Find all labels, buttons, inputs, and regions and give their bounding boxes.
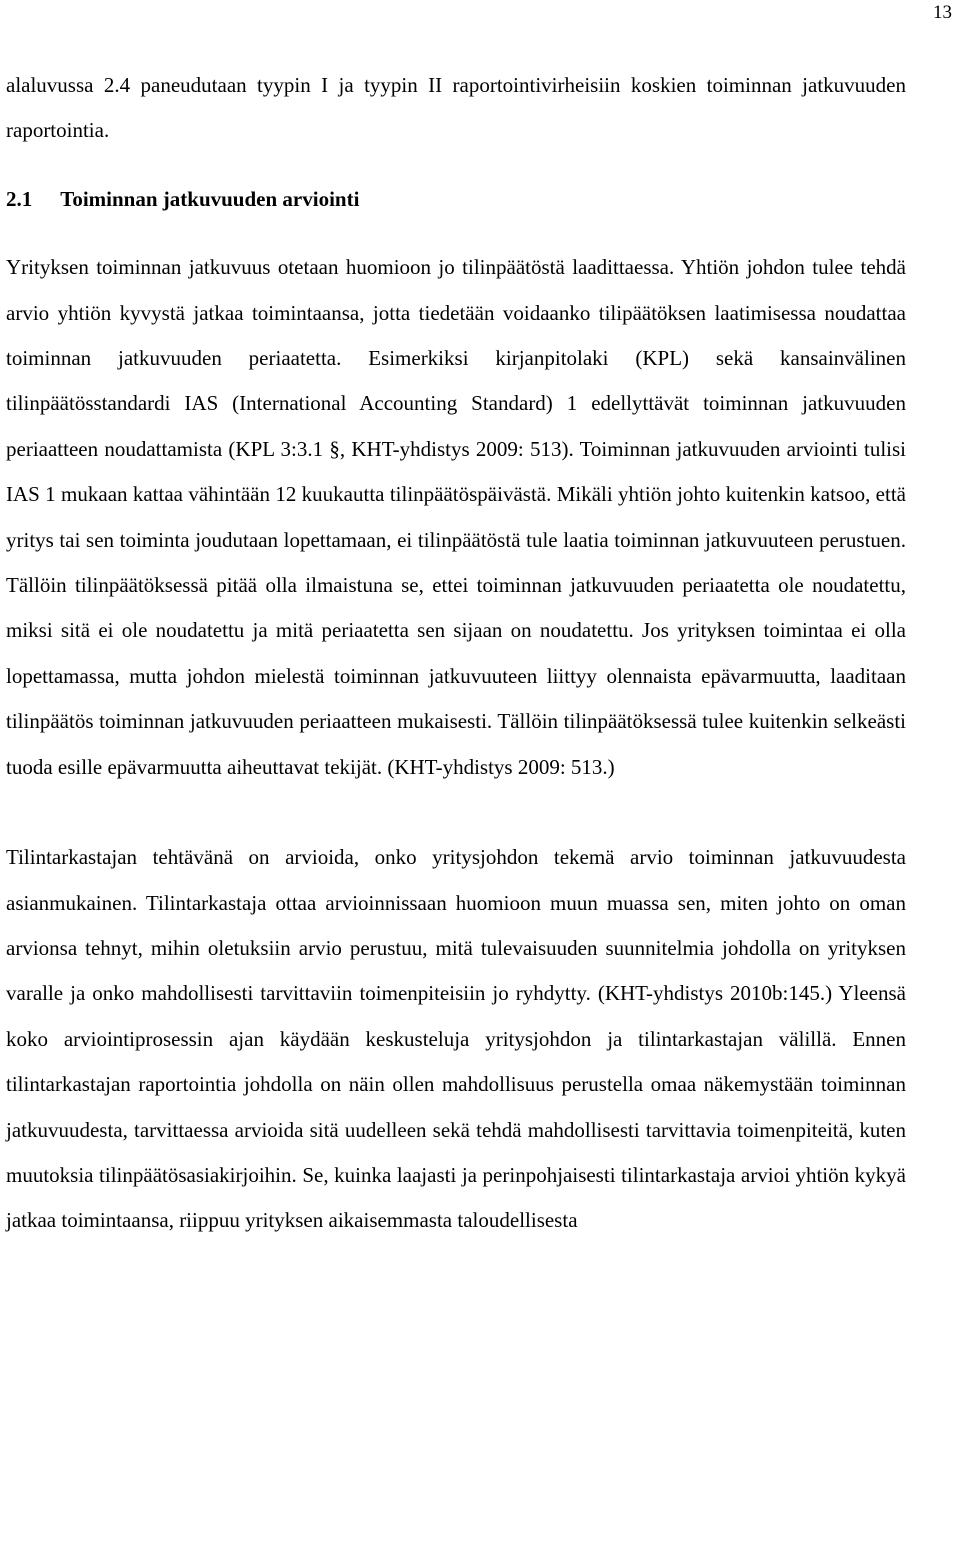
section-heading xyxy=(6,177,906,222)
section-title: Toiminnan jatkuvuuden arviointi xyxy=(60,186,360,211)
body-paragraph-1: Yrityksen toiminnan jatkuvuus otetaan huomioon jo tilinpäätöstä laadittaessa. Yhtiön johdon tulee tehdä arvio yhtiön kyvystä jatkaa toimintaansa, jotta tiedetään voidaanko tilipäätöksen laatimisessa noudattaa toiminnan jatkuvuuden periaatetta. Esimerkiksi kirjanpitolaki (KPL) sekä kansainvälinen tilinpäätösstandardi IAS (International Accounting Standard) 1 edellyttävät toiminnan jatkuvuuden periaatteen noudattamista (KPL 3:3.1 §, KHT-yhdistys 2009: 513). Toiminnan jatkuvuuden arviointi tulisi IAS 1 mukaan kattaa vähintään 12 kuukautta tilinpäätöspäivästä. Mikäli yhtiön johto kuitenkin katsoo, että yritys tai sen toiminta joudutaan lopettamaan, ei tilinpäätöstä tule laatia toiminnan jatkuvuuteen perustuen. Tällöin tilinpäätöksessä pitää olla ilmaistuna se, ettei toiminnan jatkuvuuden periaatetta ole noudatettu, miksi sitä ei ole noudatettu ja mitä periaatetta sen sijaan on noudatettu. Jos yrityksen toimintaa ei olla lopettamassa, mutta johdon mielestä toiminnan jatkuvuuteen liittyy olennaista epävarmuutta, laaditaan tilinpäätös toiminnan jatkuvuuden periaatteen mukaisesti. Tällöin tilinpäätöksessä tulee kuitenkin selkeästi tuoda esille epävarmuutta aiheuttavat tekijät. (KHT-yhdistys 2009: 513.) xyxy=(6,255,906,779)
document-body xyxy=(6,63,906,1244)
page-number: 13 xyxy=(933,2,952,23)
intro-paragraph: alaluvussa 2.4 paneudutaan tyypin I ja tyypin II raportointivirheisiin koskien toiminnan jatkuvuuden raportointia. xyxy=(6,73,906,143)
body-paragraph-2: Tilintarkastajan tehtävänä on arvioida, onko yritysjohdon tekemä arvio toiminnan jatkuvuudesta asianmukainen. Tilintarkastaja ottaa arvioinnissaan huomioon muun muassa sen, miten johto on oman arvionsa tehnyt, mihin oletuksiin arvio perustuu, mitä tulevaisuuden suunnitelmia johdolla on yrityksen varalle ja onko mahdollisesti tarvittaviin toimenpiteisiin jo ryhdytty. (KHT-yhdistys 2010b:145.) Yleensä koko arviointiprosessin ajan käydään keskusteluja yritysjohdon ja tilintarkastajan välillä. Ennen tilintarkastajan raportointia johdolla on näin ollen mahdollisuus perustella omaa näkemystään toiminnan jatkuvuudesta, tarvittaessa arvioida sitä uudelleen sekä tehdä mahdollisesti tarvittavia toimenpiteitä, kuten muutoksia tilinpäätösasiakirjoihin. Se, kuinka laajasti ja perinpohjaisesti tilintarkastaja arvioi yhtiön kykyä jatkaa toimintaansa, riippuu yrityksen aikaisemmasta taloudellisesta xyxy=(6,845,906,1233)
section-number: 2.1 xyxy=(6,186,33,211)
